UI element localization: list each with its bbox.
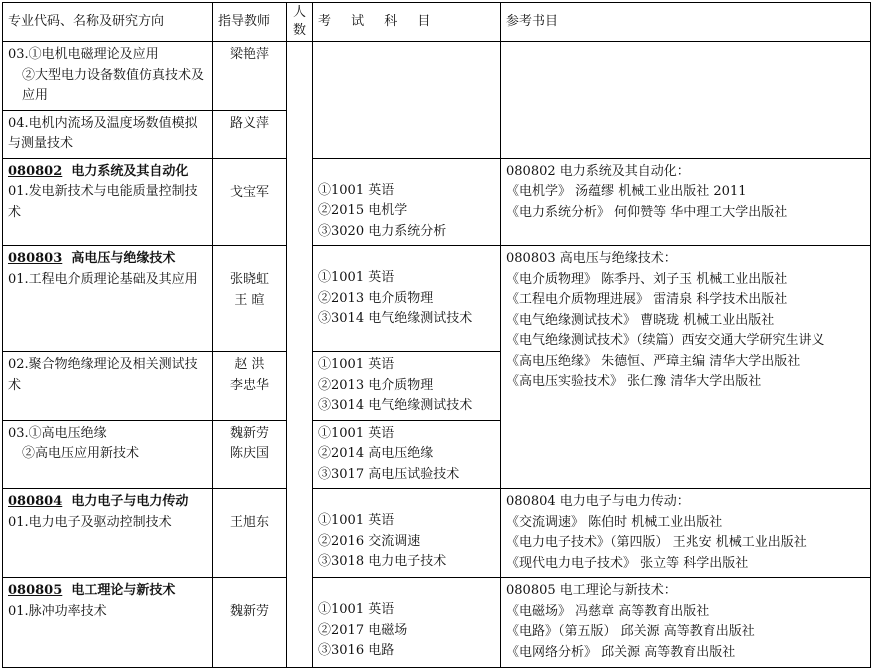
major-code: 080804 bbox=[8, 494, 63, 509]
major-name: 电力电子与电力传动 bbox=[71, 494, 189, 509]
advisor-name: 赵 洪 bbox=[234, 357, 265, 372]
subject-item: ①1001 英语 bbox=[318, 602, 395, 617]
subject-item: ①1001 英语 bbox=[318, 182, 395, 198]
subject-item: ①1001 英语 bbox=[318, 357, 395, 372]
major-name: 电工理论与新技术 bbox=[71, 583, 176, 598]
major-name: 电力系统及其自动化 bbox=[71, 163, 189, 179]
book-item: 080804 电力电子与电力传动： bbox=[506, 494, 690, 509]
subject-item: ③3016 电路 bbox=[318, 643, 395, 658]
book-item: 《高电压实验技术》 张仁豫 清华大学出版社 bbox=[506, 374, 762, 389]
direction-text: 01.发电新技术与电能质量控制技术 bbox=[8, 184, 198, 220]
direction-text: ②大型电力设备数值仿真技术及应用 bbox=[22, 67, 205, 103]
subject-item: ①1001 英语 bbox=[318, 270, 395, 285]
subjects-cell bbox=[313, 42, 501, 159]
header-people-2: 数 bbox=[292, 23, 306, 38]
major-title bbox=[8, 249, 207, 270]
book-item: 《电力电子技术》（第四版） 王兆安 机械工业出版社 bbox=[506, 535, 807, 550]
header-people bbox=[287, 3, 313, 42]
major-cell bbox=[3, 578, 213, 668]
books-cell bbox=[501, 42, 871, 159]
major-cell bbox=[3, 489, 213, 578]
direction-text: 02.聚合物绝缘理论及相关测试技术 bbox=[3, 352, 213, 421]
advisor-name: 王 暄 bbox=[234, 292, 265, 308]
people-cell bbox=[287, 42, 313, 668]
major-title bbox=[8, 492, 207, 513]
major-title bbox=[8, 162, 207, 183]
major-code: 080802 bbox=[8, 163, 63, 179]
advisor-cell bbox=[213, 352, 287, 421]
books-cell bbox=[501, 158, 871, 246]
major-code: 080803 bbox=[8, 251, 63, 266]
book-item: 《高电压绝缘》 朱德恒、严璋主编 清华大学出版社 bbox=[506, 353, 801, 369]
subject-item: ③3014 电气绝缘测试技术 bbox=[318, 398, 473, 413]
subject-item: ①1001 英语 bbox=[318, 425, 395, 441]
subject-item: ②2016 交流调速 bbox=[318, 533, 421, 549]
subject-item: ③3018 电力电子技术 bbox=[318, 554, 447, 569]
subjects-cell bbox=[313, 246, 501, 352]
book-item: 《电力系统分析》 何仰赞等 华中理工大学出版社 bbox=[506, 204, 788, 220]
book-item: 080802 电力系统及其自动化： bbox=[506, 163, 690, 179]
subjects-cell bbox=[313, 489, 501, 578]
header-people-1: 人 bbox=[292, 5, 306, 20]
advisor-name: 陈庆国 bbox=[229, 446, 269, 461]
subject-item: ②2013 电介质物理 bbox=[318, 377, 434, 393]
direction-cell bbox=[3, 420, 213, 489]
direction-text: 03.①高电压绝缘 bbox=[8, 425, 107, 441]
direction-text: 04.电机内流场及温度场数值模拟与测量技术 bbox=[3, 110, 213, 158]
header-major: 专业代码、名称及研究方向 bbox=[3, 3, 213, 42]
book-item: 《电介质物理》 陈季丹、刘子玉 机械工业出版社 bbox=[506, 271, 788, 287]
advisor-cell: 路义萍 bbox=[213, 110, 287, 158]
book-item: 《电网络分析》 邱关源 高等教育出版社 bbox=[506, 644, 736, 660]
advisor-name: 张晓虹 bbox=[229, 272, 269, 287]
direction-cell bbox=[3, 42, 213, 111]
subjects-cell bbox=[313, 578, 501, 668]
subject-item: ③3017 高电压试验技术 bbox=[318, 466, 460, 482]
major-name: 高电压与绝缘技术 bbox=[71, 251, 176, 266]
book-item: 《交流调速》 陈伯时 机械工业出版社 bbox=[506, 514, 723, 530]
subject-item: ①1001 英语 bbox=[318, 513, 395, 528]
book-item: 《电气绝缘测试技术》（续篇）西安交通大学研究生讲义 bbox=[506, 333, 825, 348]
subjects-cell bbox=[313, 158, 501, 246]
subject-item: ③3020 电力系统分析 bbox=[318, 223, 447, 239]
book-item: 080805 电工理论与新技术： bbox=[506, 583, 677, 598]
advisor-cell bbox=[213, 246, 287, 352]
advisor-cell: 魏新劳 bbox=[213, 578, 287, 668]
subject-item: ②2017 电磁场 bbox=[318, 622, 408, 638]
subject-item: ②2013 电介质物理 bbox=[318, 290, 434, 306]
subject-item: ②2014 高电压绝缘 bbox=[318, 446, 434, 461]
direction-text: ②高电压应用新技术 bbox=[22, 446, 140, 461]
header-subjects: 考 试 科 目 bbox=[313, 3, 501, 42]
book-item: 《现代电力电子技术》 张立等 科学出版社 bbox=[506, 555, 749, 571]
table-row bbox=[3, 42, 871, 111]
advisor-name: 李忠华 bbox=[229, 377, 269, 393]
major-title bbox=[8, 581, 207, 602]
book-item: 《电机学》 汤蕴缪 机械工业出版社 2011 bbox=[506, 184, 747, 199]
subjects-cell bbox=[313, 352, 501, 421]
book-item: 《电路》（第五版） 邱关源 高等教育出版社 bbox=[506, 624, 755, 639]
books-cell bbox=[501, 578, 871, 668]
header-advisor: 指导教师 bbox=[213, 3, 287, 42]
major-code: 080805 bbox=[8, 583, 63, 598]
books-cell bbox=[501, 246, 871, 489]
header-books: 参考书目 bbox=[501, 3, 871, 42]
subject-item: ②2015 电机学 bbox=[318, 203, 408, 218]
major-cell bbox=[3, 158, 213, 246]
direction-text: 01.工程电介质理论基础及其应用 bbox=[8, 271, 198, 287]
book-item: 《电磁场》 冯慈章 高等教育出版社 bbox=[506, 603, 710, 619]
table-row bbox=[3, 246, 871, 352]
table-row bbox=[3, 578, 871, 668]
advisor-cell: 王旭东 bbox=[213, 489, 287, 578]
subjects-cell bbox=[313, 420, 501, 489]
book-item: 080803 高电压与绝缘技术： bbox=[506, 251, 677, 266]
direction-text: 01.电力电子及驱动控制技术 bbox=[8, 514, 172, 530]
book-item: 《电气绝缘测试技术》 曹晓珑 机械工业出版社 bbox=[506, 312, 775, 328]
advisor-cell: 戈宝军 bbox=[213, 158, 287, 246]
admissions-table bbox=[2, 2, 871, 668]
major-cell bbox=[3, 246, 213, 352]
advisor-cell: 梁艳萍 bbox=[213, 42, 287, 111]
direction-text: 01.脉冲功率技术 bbox=[8, 603, 107, 619]
books-cell bbox=[501, 489, 871, 578]
table-row bbox=[3, 489, 871, 578]
advisor-name: 魏新劳 bbox=[229, 425, 269, 441]
header-row bbox=[3, 3, 871, 42]
table-row bbox=[3, 158, 871, 246]
advisor-cell bbox=[213, 420, 287, 489]
book-item: 《工程电介质物理进展》 雷清泉 科学技术出版社 bbox=[506, 292, 788, 307]
subject-item: ③3014 电气绝缘测试技术 bbox=[318, 311, 473, 326]
direction-text: 03.①电机电磁理论及应用 bbox=[8, 47, 159, 62]
